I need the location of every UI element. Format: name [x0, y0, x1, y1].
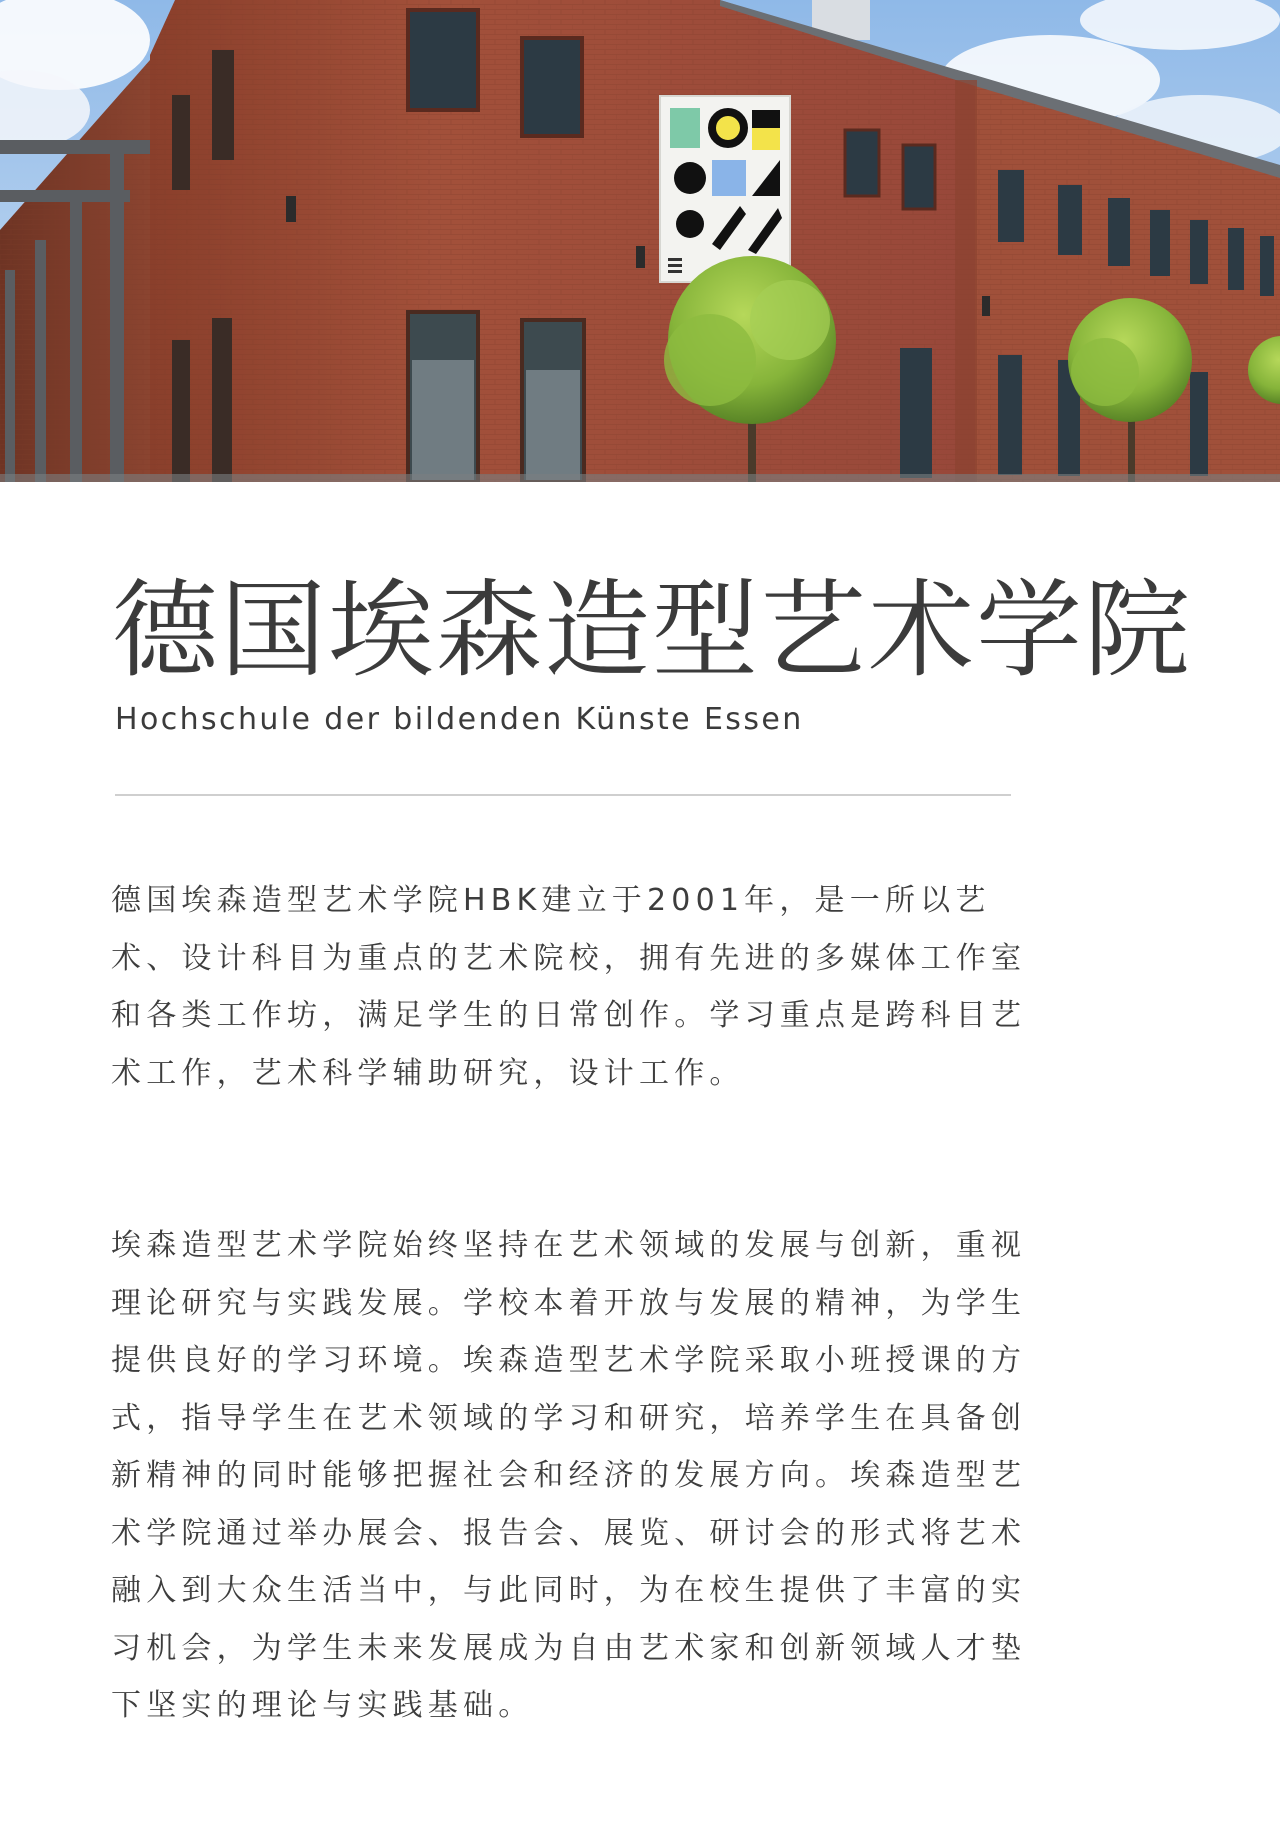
- wall-lamp: [982, 296, 990, 316]
- mission-paragraph: 埃森造型艺术学院始终坚持在艺术领域的发展与创新，重视理论研究与实践发展。学校本着开放与发展的精神，为学生提供良好的学习环境。埃森造型艺术学院采取小班授课的方式，指导学生在艺术领域的学习和研究，培养学生在具备创新精神的同时能够把握社会和经济的发展方向。埃森造型艺术学院通过举办展会、报告会、展览、研讨会的形式将艺术融入到大众生活当中，与此同时，为在校生提供了丰富的实习机会，为学生未来发展成为自由艺术家和创新领域人才垫下坚实的理论与实践基础。: [111, 1228, 1027, 1723]
- ground: [0, 474, 1280, 482]
- intro-paragraph: 德国埃森造型艺术学院HBK建立于2001年，是一所以艺术、设计科目为重点的艺术院校，拥有先进的多媒体工作室和各类工作坊，满足学生的日常创作。学习重点是跨科目艺术工作，艺术科学辅助研究，设计工作。: [111, 883, 1027, 1091]
- hbk-essen-building-illustration: [0, 0, 1280, 482]
- hero-photo: [0, 0, 1280, 482]
- page-subtitle: Hochschule der bildenden Künste Essen: [115, 702, 804, 737]
- geometric-poster: [660, 96, 790, 282]
- title-divider: [115, 794, 1011, 796]
- pilaster: [955, 80, 977, 482]
- page-title: 德国埃森造型艺术学院: [112, 569, 1192, 692]
- wall-lamp: [636, 246, 645, 268]
- wall-lamp: [286, 196, 296, 222]
